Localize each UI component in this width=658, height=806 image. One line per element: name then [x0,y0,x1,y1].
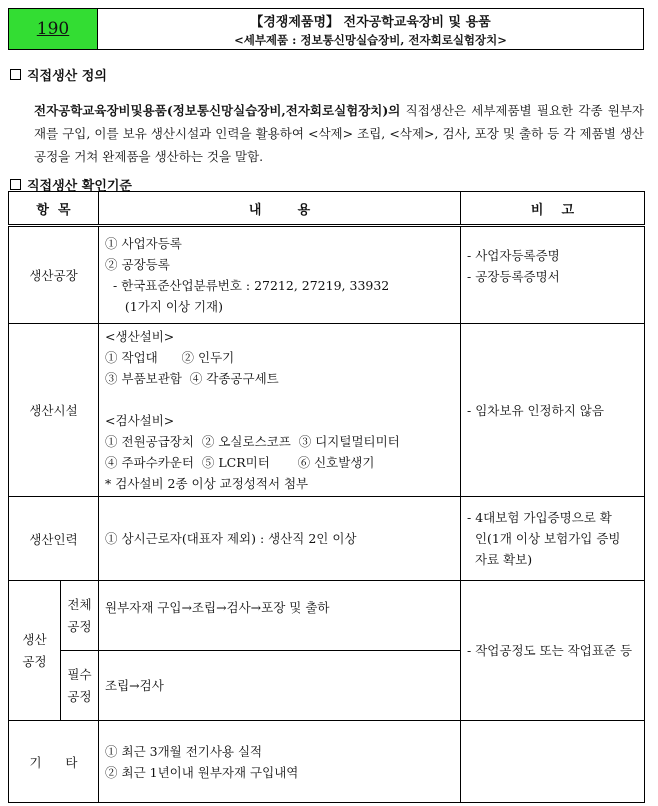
content-line: ① 최근 3개월 전기사용 실적 [105,743,263,759]
row-label-etc: 기 타 [9,721,99,803]
table-row-process-whole [9,581,645,651]
facility-note [461,324,645,497]
product-title: 【경쟁제품명】 전자공학교육장비 및 용품 [250,14,491,30]
content-line: ② 공장등록 [105,257,170,272]
table-header-row [9,192,645,226]
row-label-factory: 생산공장 [9,226,99,324]
checkbox-square-icon [10,69,21,80]
column-header-content: 내 용 [99,192,461,226]
staff-content [99,497,461,581]
table-row-factory [9,226,645,324]
content-line: - 한국표준산업분류번호 : 27212, 27219, 33932 [105,278,390,293]
content-line-blank [105,389,454,410]
column-header-note: 비 고 [461,192,645,226]
content-line: ① 사업자등록 [105,236,182,251]
process-note [461,581,645,721]
product-header [8,8,644,50]
definition-heading [10,65,107,84]
definition-heading-text: 직접생산 정의 [27,69,107,84]
content-line: ③ 부품보관함 ④ 각종공구세트 [105,371,279,386]
whole-process-content: 원부자재 구입→조립→검사→포장 및 출하 [99,581,461,651]
content-line: ① 상시근로자(대표자 제외) : 생산직 2인 이상 [105,531,357,546]
row-label-whole-process: 전체 공정 [61,581,99,651]
note-line: - 공장등록증명서 [467,269,560,284]
note-line: - 사업자등록증명 [467,248,560,263]
definition-paragraph [34,99,644,168]
row-label-process: 생산 공정 [9,581,61,721]
note-line: - 작업공정도 또는 작업표준 등 [467,643,633,658]
row-label-required-process: 필수 공정 [61,651,99,721]
product-subtitle: <세부제품 : 정보통신망실습장비, 전자회로실험장치> [234,32,507,47]
definition-lead: 전자공학교육장비및용품(정보통신망실습장비,전자회로실험장치)의 [34,103,401,118]
etc-content [99,721,461,803]
row-label-facility: 생산시설 [9,324,99,497]
table-row-facility [9,324,645,497]
content-line: ① 전원공급장치 ② 오실로스코프 ③ 디지털멀티미터 [105,434,400,449]
product-number: 190 [9,9,98,49]
note-line: 인(1개 이상 보험가입 증빙 [467,531,621,546]
content-line: <생산설비> [105,329,175,344]
column-header-item: 항 목 [9,192,99,226]
definition-body: 직접생산은 세부제품별 필요한 각종 원부자재를 구입, 이를 보유 생산시설과 인력을 활용하여 <삭제> 조립, <삭제>, 검사, 포장 및 출하 등 각 제품별 생산공정을 거쳐 완제품을 생산하는 것을 말함. [34,103,644,164]
criteria-heading-text: 직접생산 확인기준 [27,179,132,194]
content-line: * 검사설비 2종 이상 교정성적서 첨부 [105,476,309,491]
checkbox-square-icon [10,179,21,190]
table-row-staff [9,497,645,581]
note-line: 자료 확보) [467,552,533,567]
row-label-staff: 생산인력 [9,497,99,581]
facility-content [99,324,461,497]
content-line: ① 작업대 ② 인두기 [105,350,235,365]
content-line: ② 최근 1년이내 원부자재 구입내역 [105,764,299,780]
table-row-etc [9,721,645,803]
required-process-content: 조립→검사 [99,651,461,721]
staff-note [461,497,645,581]
criteria-table [8,191,645,803]
factory-note [461,226,645,324]
content-line: ④ 주파수카운터 ⑤ LCR미터 ⑥ 신호발생기 [105,455,375,470]
content-line: (1가지 이상 기재) [105,299,223,314]
factory-content [99,226,461,324]
note-line: - 임차보유 인정하지 않음 [467,402,604,418]
etc-note [461,721,645,803]
note-line: - 4대보험 가입증명으로 확 [467,510,612,525]
content-line: <검사설비> [105,413,175,428]
